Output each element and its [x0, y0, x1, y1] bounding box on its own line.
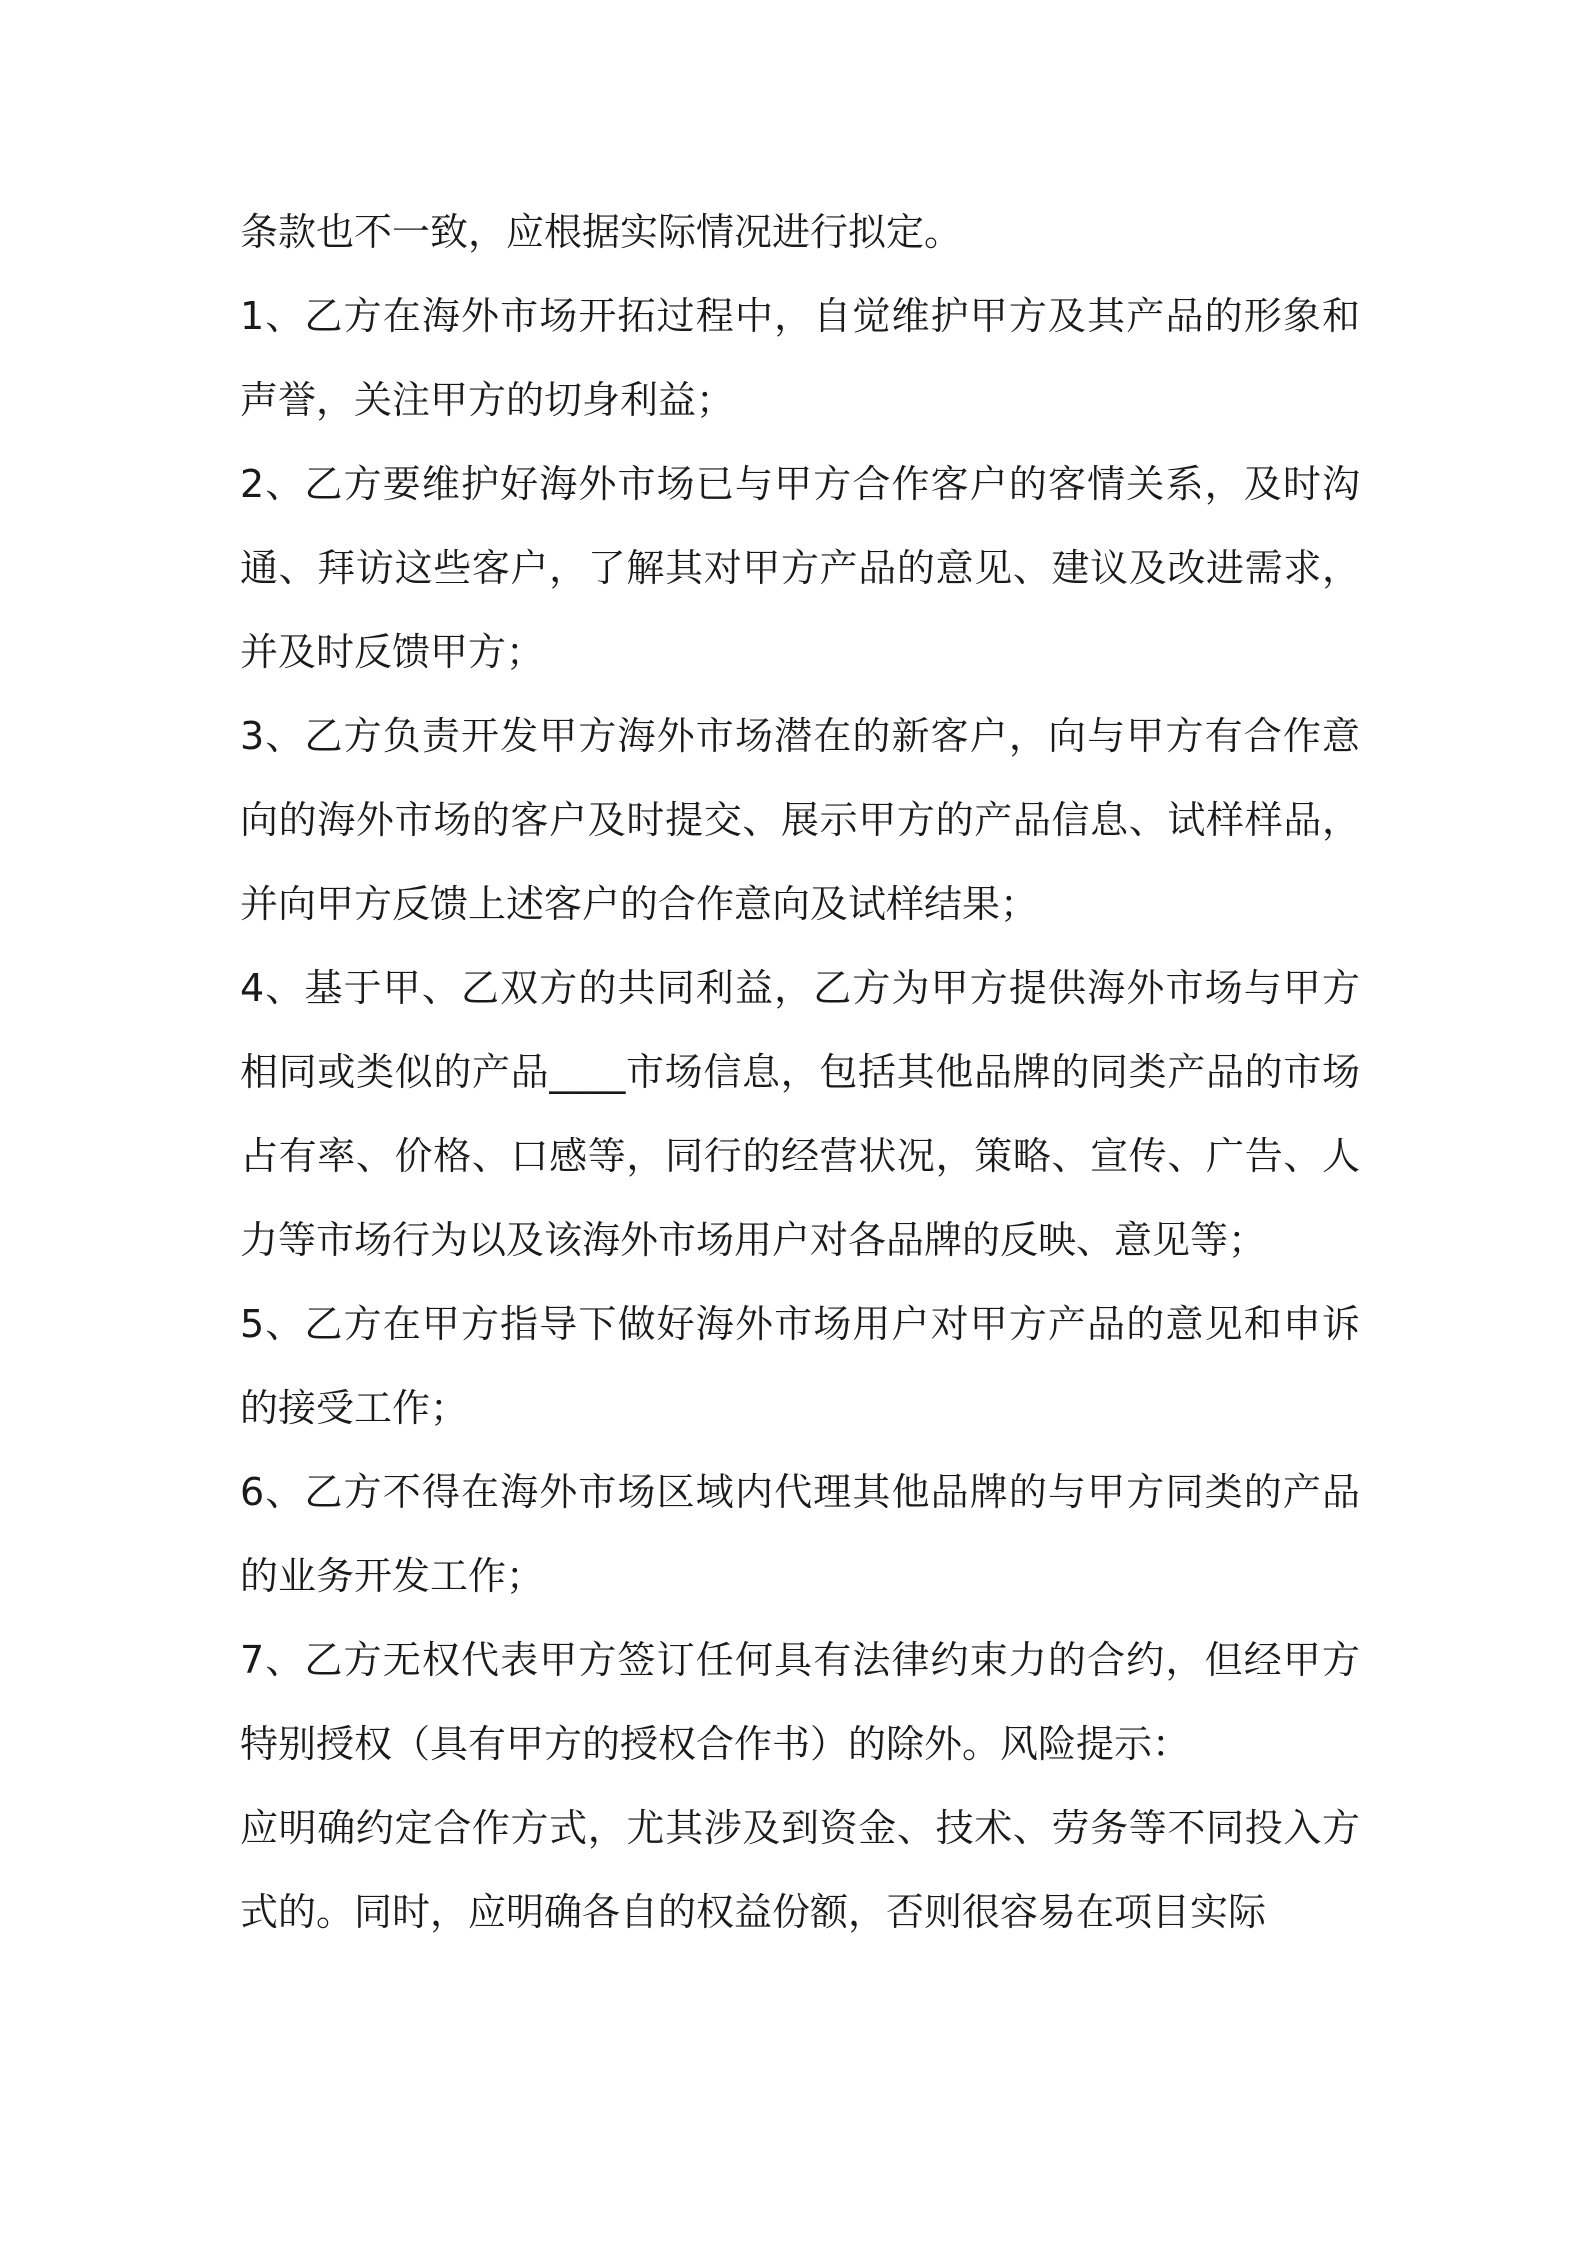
paragraph-clause-1: 1、乙方在海外市场开拓过程中，自觉维护甲方及其产品的形象和声誉，关注甲方的切身利益； — [240, 294, 1360, 422]
paragraph-intro-continuation: 条款也不一致，应根据实际情况进行拟定。 — [240, 210, 963, 254]
paragraph-clause-6: 6、乙方不得在海外市场区域内代理其他品牌的与甲方同类的产品的业务开发工作； — [240, 1470, 1360, 1598]
paragraph-clause-2: 2、乙方要维护好海外市场已与甲方合作客户的客情关系，及时沟通、拜访这些客户，了解其对甲方产品的意见、建议及改进需求，并及时反馈甲方； — [240, 462, 1360, 674]
paragraph-risk-text: 应明确约定合作方式，尤其涉及到资金、技术、劳务等不同投入方式的。同时，应明确各自的权益份额，否则很容易在项目实际 — [240, 1806, 1360, 1934]
paragraph-clause-3: 3、乙方负责开发甲方海外市场潜在的新客户，向与甲方有合作意向的海外市场的客户及时提交、展示甲方的产品信息、试样样品，并向甲方反馈上述客户的合作意向及试样结果； — [240, 714, 1360, 926]
document-body — [240, 190, 1360, 1954]
paragraph-clause-7-risk-notice: 7、乙方无权代表甲方签订任何具有法律约束力的合约，但经甲方特别授权（具有甲方的授权合作书）的除外。风险提示： — [240, 1638, 1360, 1766]
paragraph-clause-4: 4、基于甲、乙双方的共同利益，乙方为甲方提供海外市场与甲方相同或类似的产品____市场信息，包括其他品牌的同类产品的市场占有率、价格、口感等，同行的经营状况，策略、宣传、广告、人力等市场行为以及该海外市场用户对各品牌的反映、意见等； — [240, 966, 1360, 1262]
paragraph-clause-5: 5、乙方在甲方指导下做好海外市场用户对甲方产品的意见和申诉的接受工作； — [240, 1302, 1360, 1430]
